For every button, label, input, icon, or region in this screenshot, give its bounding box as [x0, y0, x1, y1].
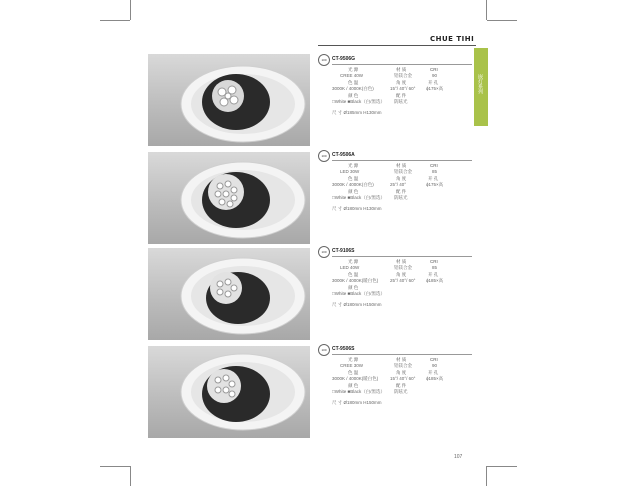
- model-number: CT-9506A: [332, 152, 355, 158]
- label-material: 材 质: [396, 357, 407, 362]
- label-color: 颜 色: [348, 93, 359, 98]
- cert-logo: 100: [318, 150, 330, 162]
- downlight-image: [148, 54, 310, 146]
- brand-logo: CHUE TIHI: [430, 35, 475, 43]
- downlight-image: [148, 248, 310, 340]
- value-color: □White ■Black（白/黑选）: [332, 99, 385, 104]
- value-size: 尺 寸 Ø185mm H130mm: [332, 110, 382, 115]
- value-cutout: ϕ185×高: [426, 376, 444, 381]
- value-color: □White ■Black（白/黑选）: [332, 389, 385, 394]
- label-accessory: 配 件: [396, 93, 407, 98]
- label-light: 光 源: [348, 163, 359, 168]
- value-angle: 15°/ 40°/ 60°: [390, 376, 416, 381]
- value-color: □White ■Black（白/黑选）: [332, 291, 385, 296]
- value-size: 尺 寸 Ø180mm H130mm: [332, 206, 382, 211]
- spec-rule: [332, 256, 472, 257]
- value-accessory: 防眩光: [394, 195, 408, 200]
- value-color-temp: 3000K / 4000K(暖白色): [332, 376, 379, 381]
- header-rule: [318, 45, 476, 46]
- crop-mark: [486, 0, 487, 20]
- label-light: 光 源: [348, 357, 359, 362]
- spec-rule: [332, 160, 472, 161]
- label-accessory: 配 件: [396, 189, 407, 194]
- value-cri: 85: [432, 169, 438, 174]
- spec-rule: [332, 354, 472, 355]
- value-cutout: ϕ175×高: [426, 182, 444, 187]
- label-cutout: 开 孔: [428, 176, 439, 181]
- label-cutout: 开 孔: [428, 80, 439, 85]
- label-cri: CRI: [430, 259, 438, 264]
- side-tab: [474, 48, 488, 126]
- value-size: 尺 寸 Ø180mm H150mm: [332, 302, 382, 307]
- cert-logo: 100: [318, 344, 330, 356]
- value-accessory: 防眩光: [394, 389, 408, 394]
- cert-logo: 100: [318, 246, 330, 258]
- value-material: 铝镁合金: [394, 73, 412, 78]
- value-light: LED 40W: [340, 265, 360, 270]
- crop-mark: [130, 466, 131, 486]
- label-cri: CRI: [430, 163, 438, 168]
- label-angle: 角 度: [396, 80, 407, 85]
- value-material: 铝镁合金: [394, 169, 412, 174]
- product-photo: [148, 54, 310, 146]
- label-cri: CRI: [430, 67, 438, 72]
- side-tab-label: 嵌灯系列: [477, 74, 483, 94]
- value-light: LED 30W: [340, 169, 360, 174]
- value-cri: 85: [432, 265, 438, 270]
- value-material: 铝镁合金: [394, 265, 412, 270]
- value-angle: 25°/ 40°: [390, 182, 407, 187]
- crop-mark: [486, 466, 487, 486]
- value-material: 铝镁合金: [394, 363, 412, 368]
- downlight-image: [148, 346, 310, 438]
- value-color-temp: 3000K / 4000K(暖白色): [332, 278, 379, 283]
- label-color-temp: 色 温: [348, 80, 359, 85]
- page-number: 107: [454, 454, 463, 460]
- model-number: CT-9106S: [332, 248, 355, 254]
- label-color: 颜 色: [348, 285, 359, 290]
- model-number: CT-9506S: [332, 346, 355, 352]
- label-angle: 角 度: [396, 272, 407, 277]
- label-cri: CRI: [430, 357, 438, 362]
- label-color: 颜 色: [348, 189, 359, 194]
- crop-mark: [130, 0, 131, 20]
- value-cutout: ϕ175×高: [426, 86, 444, 91]
- product-photo: [148, 152, 310, 244]
- product-photo: [148, 346, 310, 438]
- value-cri: 90: [432, 73, 438, 78]
- value-size: 尺 寸 Ø180mm H150mm: [332, 400, 382, 405]
- label-material: 材 质: [396, 259, 407, 264]
- downlight-image: [148, 152, 310, 244]
- value-color: □White ■Black（白/黑选）: [332, 195, 385, 200]
- cert-logo: 100: [318, 54, 330, 66]
- label-light: 光 源: [348, 259, 359, 264]
- value-cri: 90: [432, 363, 438, 368]
- label-cutout: 开 孔: [428, 272, 439, 277]
- label-light: 光 源: [348, 67, 359, 72]
- crop-mark: [100, 20, 130, 21]
- crop-mark: [487, 466, 517, 467]
- spec-rule: [332, 64, 472, 65]
- value-angle: 25°/ 40°/ 60°: [390, 278, 416, 283]
- label-color: 颜 色: [348, 383, 359, 388]
- model-number: CT-9506G: [332, 56, 356, 62]
- label-accessory: 配 件: [396, 383, 407, 388]
- value-light: CREE 30W: [340, 363, 364, 368]
- label-material: 材 质: [396, 67, 407, 72]
- value-color-temp: 3000K / 4000K(白色): [332, 86, 374, 91]
- label-color-temp: 色 温: [348, 272, 359, 277]
- value-angle: 15°/ 40°/ 60°: [390, 86, 416, 91]
- label-angle: 角 度: [396, 176, 407, 181]
- value-accessory: 防眩光: [394, 99, 408, 104]
- product-photo: [148, 248, 310, 340]
- value-color-temp: 3000K / 4000K(白色): [332, 182, 374, 187]
- label-material: 材 质: [396, 163, 407, 168]
- label-color-temp: 色 温: [348, 176, 359, 181]
- value-light: CREE 40W: [340, 73, 364, 78]
- crop-mark: [100, 466, 130, 467]
- label-angle: 角 度: [396, 370, 407, 375]
- crop-mark: [487, 20, 517, 21]
- value-cutout: ϕ185×高: [426, 278, 444, 283]
- label-color-temp: 色 温: [348, 370, 359, 375]
- label-cutout: 开 孔: [428, 370, 439, 375]
